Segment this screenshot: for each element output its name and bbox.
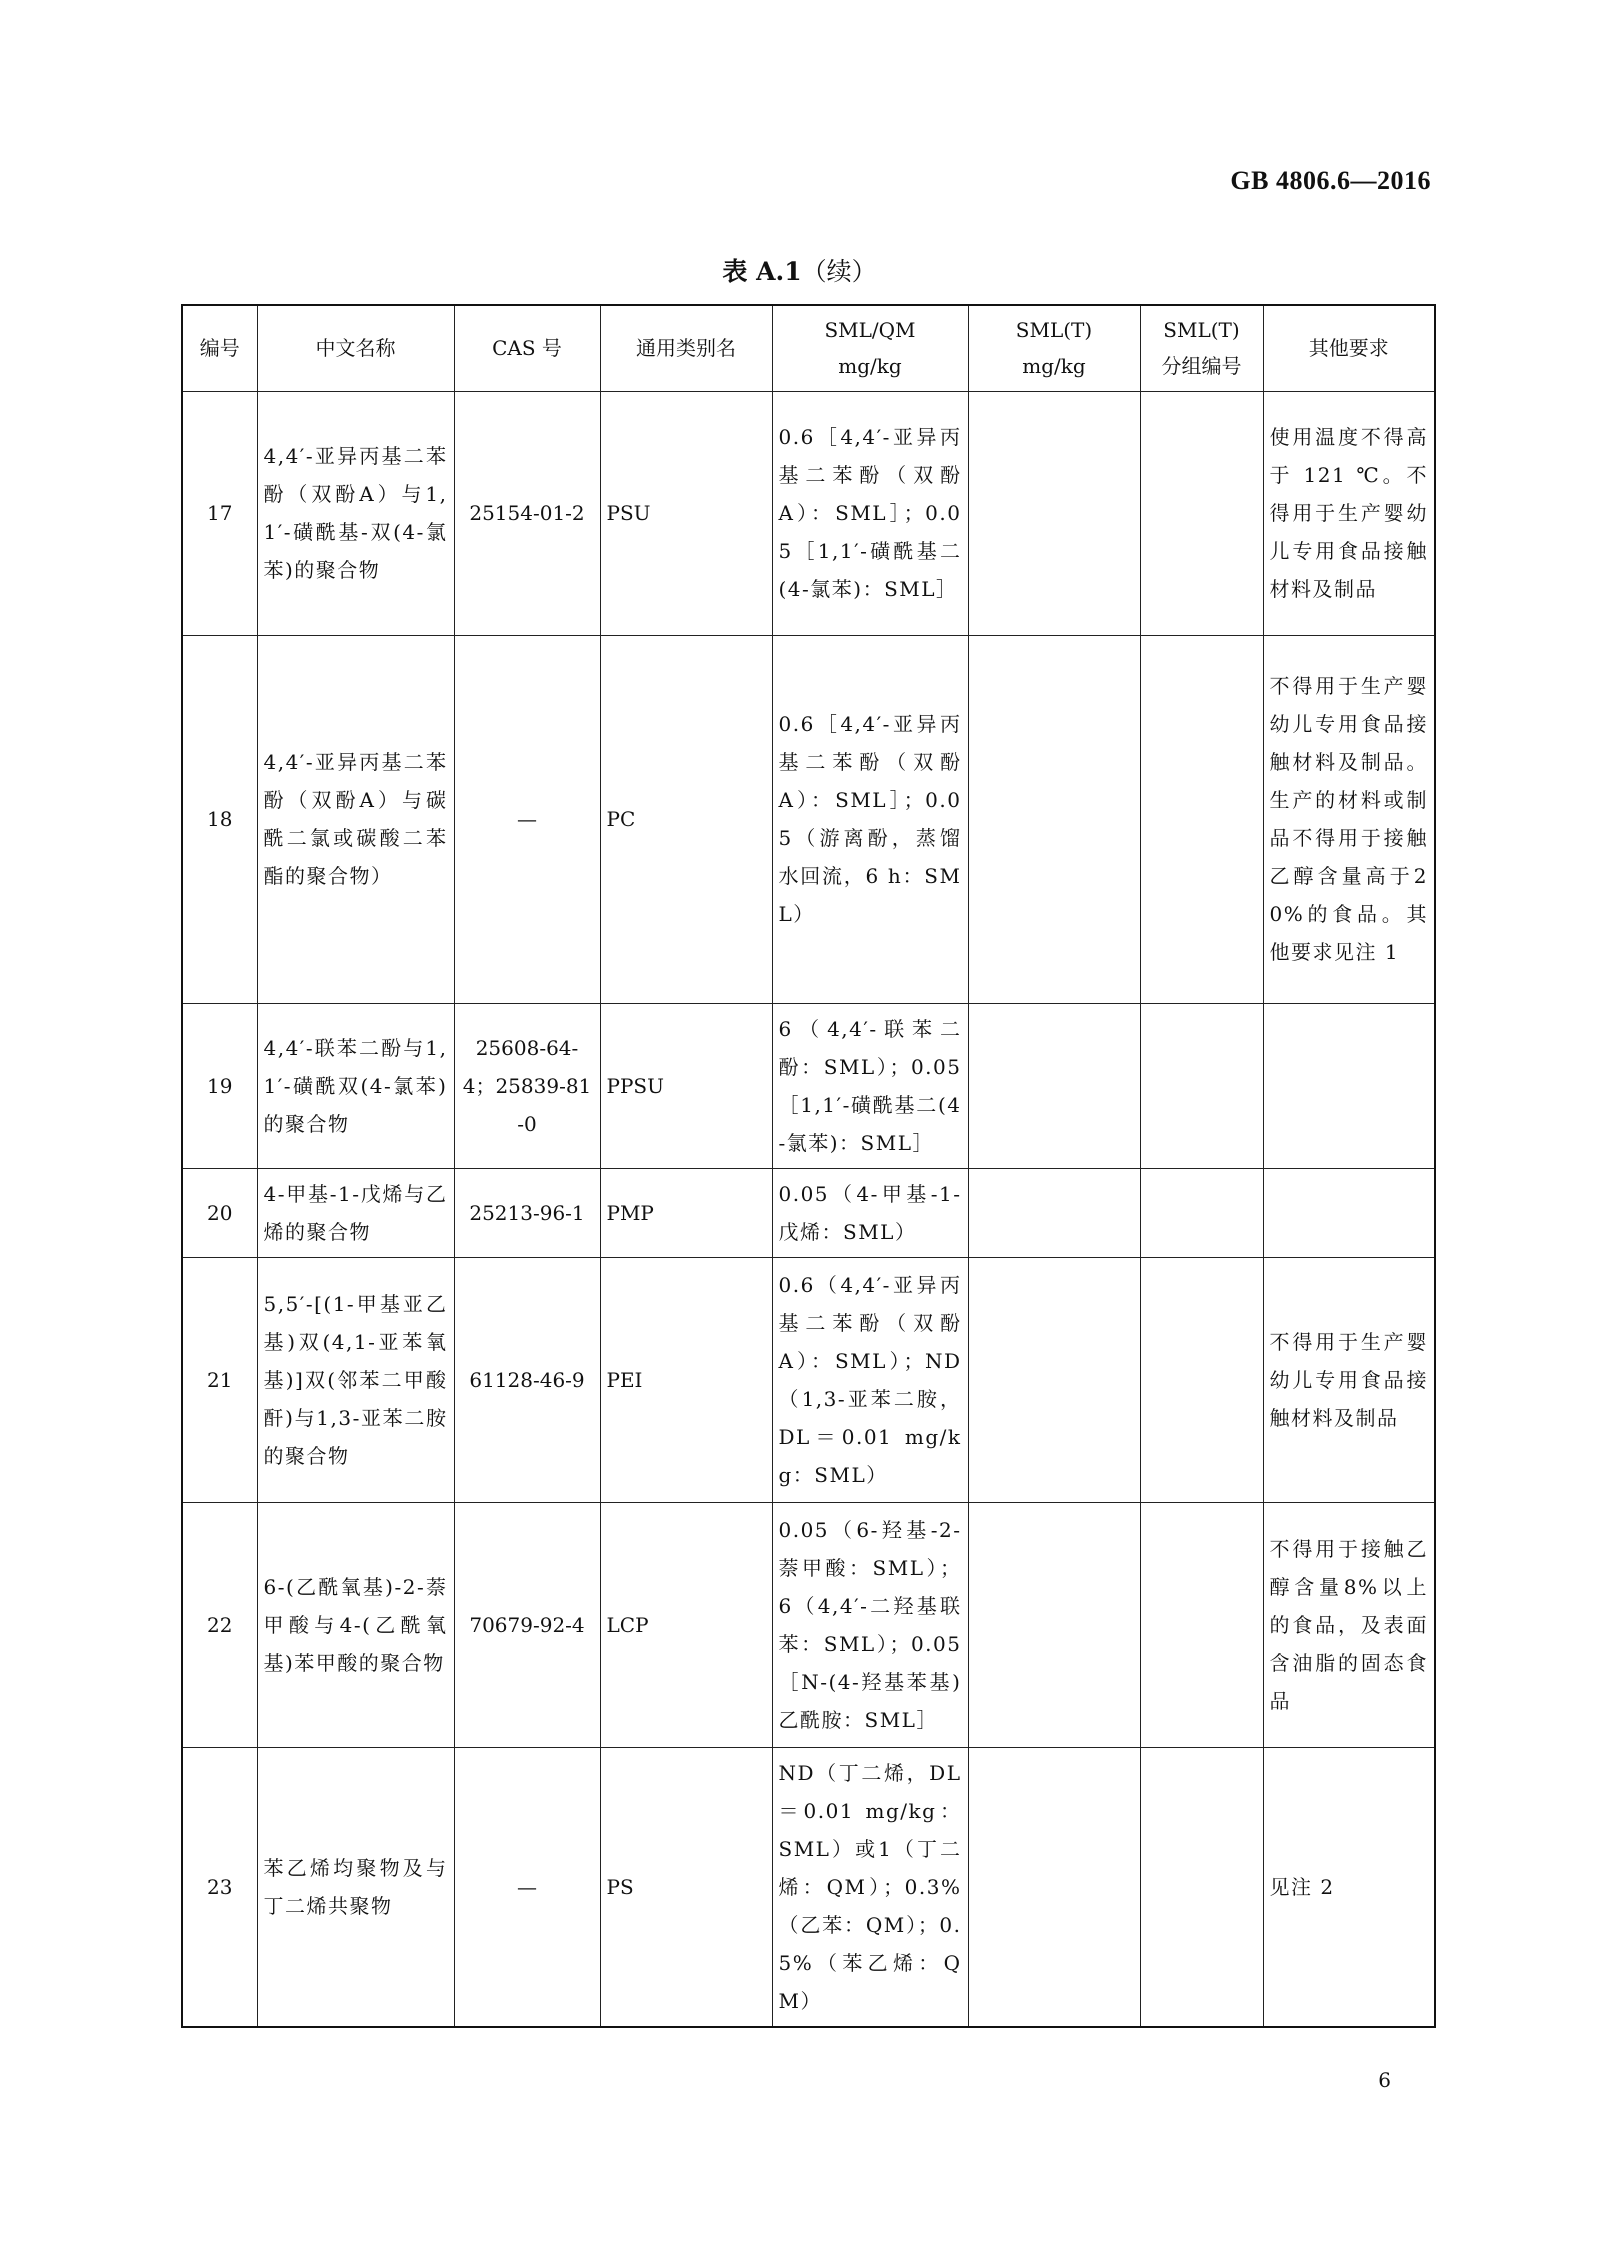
standard-code: GB 4806.6—2016: [1230, 166, 1431, 195]
table-row: [182, 1257, 1435, 1502]
cell-sml-t-group: [1140, 1003, 1263, 1168]
cell-abbr: PS: [600, 1747, 772, 2027]
table-row: [182, 1502, 1435, 1747]
cell-cas: 25213-96-1: [454, 1168, 600, 1257]
table-header-row: [182, 305, 1435, 391]
cell-sml-qm: 0.05（6-羟基-2-萘甲酸：SML）；6（4,4′-二羟基联苯：SML）；0.05［N-(4-羟基苯基)乙酰胺：SML］: [772, 1502, 968, 1747]
cell-other: [1263, 1168, 1435, 1257]
table-row: [182, 1168, 1435, 1257]
cell-other: 使用温度不得高于 121 ℃。不得用于生产婴幼儿专用食品接触材料及制品: [1263, 391, 1435, 635]
page-number: 6: [1378, 2068, 1391, 2092]
cell-cas: —: [454, 1747, 600, 2027]
substance-table: [181, 304, 1436, 2028]
table-row: [182, 391, 1435, 635]
table-row: [182, 1003, 1435, 1168]
cell-other: 不得用于生产婴幼儿专用食品接触材料及制品。生产的材料或制品不得用于接触乙醇含量高于20%的食品。其他要求见注 1: [1263, 635, 1435, 1003]
cell-abbr: PC: [600, 635, 772, 1003]
cell-cas: 70679-92-4: [454, 1502, 600, 1747]
table-caption-continued: （续）: [801, 257, 877, 286]
cell-abbr: PEI: [600, 1257, 772, 1502]
cell-abbr: PSU: [600, 391, 772, 635]
cell-sml-t-group: [1140, 1502, 1263, 1747]
cell-sml-t: [968, 1003, 1140, 1168]
cell-no: 23: [182, 1747, 257, 2027]
cell-sml-qm: 0.05（4-甲基-1-戊烯：SML）: [772, 1168, 968, 1257]
cell-no: 19: [182, 1003, 257, 1168]
cell-sml-t: [968, 1502, 1140, 1747]
cell-other: [1263, 1003, 1435, 1168]
cell-cas: 25608-64-4；25839-81-0: [454, 1003, 600, 1168]
header-name: 中文名称: [257, 305, 454, 391]
cell-cas: 61128-46-9: [454, 1257, 600, 1502]
cell-no: 20: [182, 1168, 257, 1257]
cell-no: 17: [182, 391, 257, 635]
cell-other: 不得用于接触乙醇含量8%以上的食品，及表面含油脂的固态食品: [1263, 1502, 1435, 1747]
cell-name: 6-(乙酰氧基)-2-萘甲酸与4-(乙酰氧基)苯甲酸的聚合物: [257, 1502, 454, 1747]
cell-cas: 25154-01-2: [454, 391, 600, 635]
cell-sml-qm: 0.6（4,4′-亚异丙基二苯酚（双酚A）：SML）；ND（1,3-亚苯二胺，DL＝0.01 mg/kg：SML）: [772, 1257, 968, 1502]
cell-no: 18: [182, 635, 257, 1003]
cell-sml-qm: 0.6［4,4′-亚异丙基二苯酚（双酚A）：SML］；0.05（游离酚，蒸馏水回流，6 h：SML）: [772, 635, 968, 1003]
cell-sml-t-group: [1140, 635, 1263, 1003]
cell-name: 4,4′-亚异丙基二苯酚（双酚A）与碳酰二氯或碳酸二苯酯的聚合物）: [257, 635, 454, 1003]
cell-sml-t-group: [1140, 391, 1263, 635]
cell-sml-qm: 6（4,4′-联苯二酚：SML）；0.05［1,1′-磺酰基二(4-氯苯)：SML］: [772, 1003, 968, 1168]
cell-sml-t-group: [1140, 1257, 1263, 1502]
header-sml-t-group: SML(T) 分组编号: [1140, 305, 1263, 391]
header-sml-t: SML(T) mg/kg: [968, 305, 1140, 391]
cell-name: 4-甲基-1-戊烯与乙烯的聚合物: [257, 1168, 454, 1257]
cell-cas: —: [454, 635, 600, 1003]
header-sml-qm: SML/QM mg/kg: [772, 305, 968, 391]
cell-no: 21: [182, 1257, 257, 1502]
header-no: 编号: [182, 305, 257, 391]
cell-name: 4,4′-亚异丙基二苯酚（双酚A）与1,1′-磺酰基-双(4-氯苯)的聚合物: [257, 391, 454, 635]
cell-abbr: PMP: [600, 1168, 772, 1257]
cell-sml-t-group: [1140, 1747, 1263, 2027]
header-cas: CAS 号: [454, 305, 600, 391]
cell-no: 22: [182, 1502, 257, 1747]
cell-abbr: LCP: [600, 1502, 772, 1747]
table-caption-title: 表 A.1: [722, 257, 802, 286]
table-caption: [0, 252, 1599, 288]
header-abbr: 通用类别名: [600, 305, 772, 391]
cell-sml-t: [968, 1747, 1140, 2027]
cell-other: 不得用于生产婴幼儿专用食品接触材料及制品: [1263, 1257, 1435, 1502]
table-row: [182, 635, 1435, 1003]
cell-sml-t: [968, 1168, 1140, 1257]
cell-sml-t: [968, 391, 1140, 635]
cell-other: 见注 2: [1263, 1747, 1435, 2027]
cell-name: 5,5′-[(1-甲基亚乙基)双(4,1-亚苯氧基)]双(邻苯二甲酸酐)与1,3-亚苯二胺的聚合物: [257, 1257, 454, 1502]
cell-sml-t-group: [1140, 1168, 1263, 1257]
cell-name: 苯乙烯均聚物及与丁二烯共聚物: [257, 1747, 454, 2027]
cell-abbr: PPSU: [600, 1003, 772, 1168]
cell-name: 4,4′-联苯二酚与1,1′-磺酰双(4-氯苯)的聚合物: [257, 1003, 454, 1168]
cell-sml-t: [968, 635, 1140, 1003]
cell-sml-qm: 0.6［4,4′-亚异丙基二苯酚（双酚A）：SML］；0.05［1,1′-磺酰基二(4-氯苯)：SML］: [772, 391, 968, 635]
header-other: 其他要求: [1263, 305, 1435, 391]
cell-sml-t: [968, 1257, 1140, 1502]
cell-sml-qm: ND（丁二烯，DL＝0.01 mg/kg：SML）或1（丁二烯：QM）；0.3%（乙苯：QM）；0.5%（苯乙烯：QM）: [772, 1747, 968, 2027]
table-row: [182, 1747, 1435, 2027]
